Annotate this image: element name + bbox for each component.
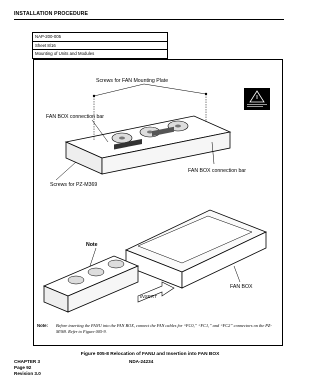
fan-box-callout-line (234, 266, 240, 282)
footer-doc-number: NDA-24234 (129, 359, 154, 364)
section-header: INSTALLATION PROCEDURE (14, 11, 89, 17)
esd-caution-icon (244, 88, 270, 110)
fan-box-frame (126, 210, 266, 288)
note-label: Note: (37, 323, 48, 328)
callout-screws-pz-m369: Screws for PZ-M369 (50, 182, 98, 188)
note-marker-line (90, 248, 96, 266)
fan-unit-1 (112, 133, 132, 143)
header-rule (14, 19, 284, 20)
footer-revision: Revision 3.0 (14, 371, 41, 376)
callout-screws-fan-mounting-plate: Screws for FAN Mounting Plate (96, 78, 169, 84)
insert-arrow-icon (138, 282, 174, 302)
ref-sheet-number: Sheet 8/16 (33, 41, 168, 50)
callout-fan-box-connection-bar-right: FAN BOX connection bar (188, 168, 246, 174)
ref-procedure-number: NAP-200-005 (33, 33, 168, 42)
footer-chapter: CHAPTER 3 (14, 359, 41, 364)
fan-unit-insertion (44, 256, 138, 312)
upper-fan-assembly (66, 93, 230, 174)
insert-direction-label: INSERT (140, 294, 157, 299)
callout-fan-box: FAN BOX (230, 284, 253, 290)
fanu-relocation-drawing (34, 60, 284, 347)
footer-page: Page 92 (14, 365, 32, 370)
note-text: Before inserting the FANU into the FAN BOX, connect the FAN cables for “FC0,” “FC1,” and “FC2” connectors on the PZ-M369. Refer to Figure 005-9. (56, 323, 272, 335)
figure-caption: Figure 005-8 Relocation of FANU and Insertion into FAN BOX (80, 352, 220, 357)
reference-table (32, 32, 168, 59)
callout-note-marker: Note (86, 242, 98, 248)
figure-frame (33, 59, 283, 346)
ref-procedure-title: Mounting of Units and Modules (33, 50, 168, 59)
callout-fan-box-connection-bar-left: FAN BOX connection bar (46, 114, 104, 120)
